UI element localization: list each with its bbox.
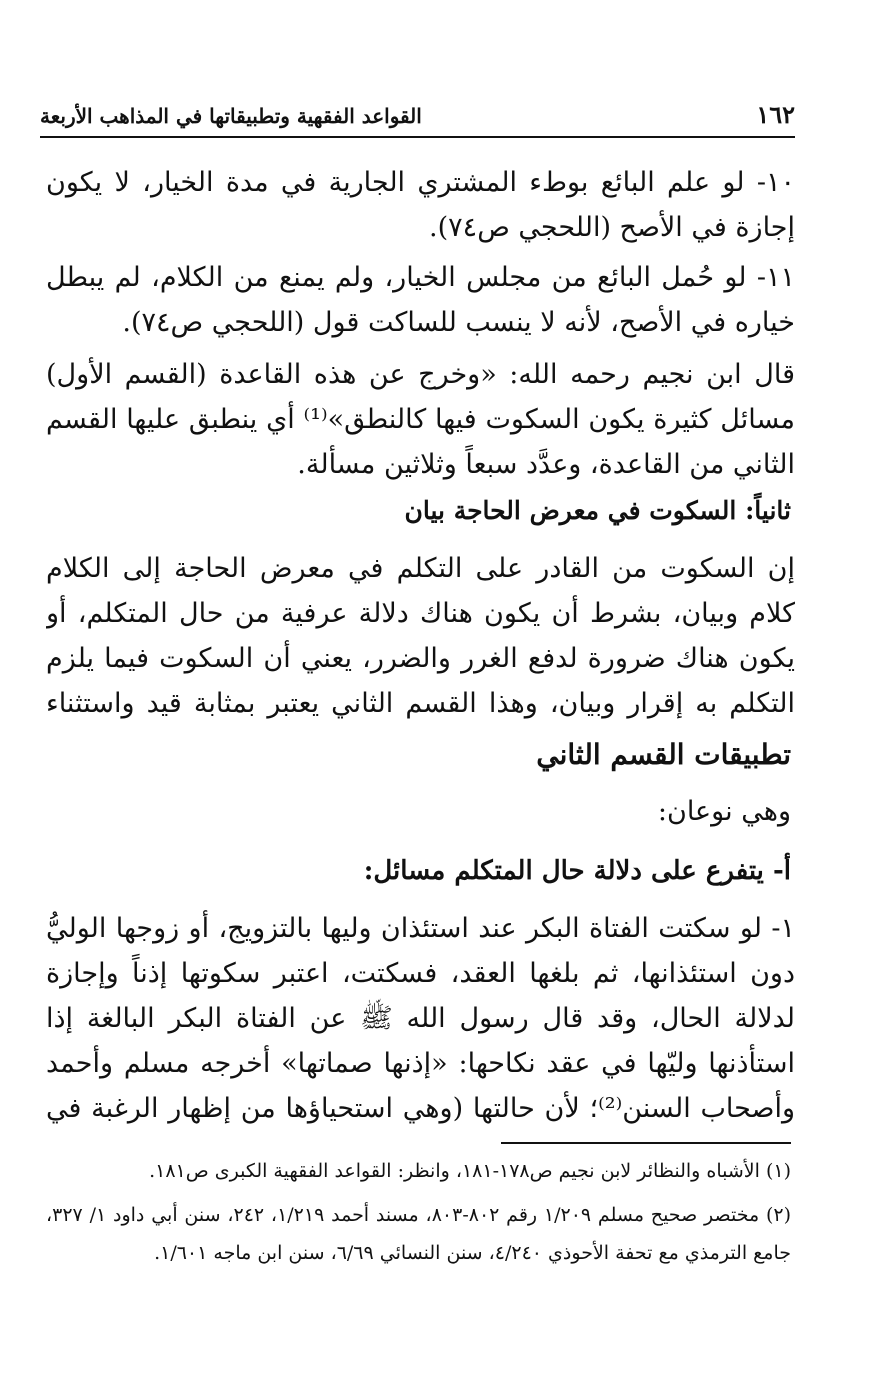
- footnote-2: (٢) مختصر صحيح مسلم ١/٢٠٩ رقم ٨٠٢-٨٠٣، مسند أحمد ١/٢١٩، ٢٤٢، سنن أبي داود ١/ ٣٢٧، جامع الترمذي مع تحفة الأحوذي ٤/٢٤٠، سنن النسائي ٦/٦٩، سنن ابن ماجه ١/٦٠١.: [46, 1204, 792, 1264]
- section-heading-second: ثانياً: السكوت في معرض الحاجة بيان: [404, 496, 791, 525]
- paragraph-item-1: ١- لو سكتت الفتاة البكر عند استئذان وليها بالتزويج، أو زوجها الوليُّ دون استئذانها، ثم بلغها العقد، فسكتت، اعتبر سكوتها إذناً وإجازة لدلالة الحال، وقد قال رسول الله ﷺ عن الفتاة البكر البالغة إذا استأذنها وليّها في عقد نكاحها: «إذنها صماتها» أخرجه مسلم وأحمد وأصحاب السنن⁽²⁾؛ لأن حالتها (وهي استحياؤها من إظهار الرغبة في: [46, 913, 795, 1124]
- paragraph-types: وهي نوعان:: [657, 796, 791, 827]
- page-number: ١٦٢: [756, 100, 795, 129]
- paragraph-section2-body: إن السكوت من القادر على التكلم في معرض الحاجة إلى الكلام كلام وبيان، بشرط أن يكون هناك دلالة عرفية من حال المتكلم، أو يكون هناك ضرورة لدفع الغرر والضرر، يعني أن السكوت فيما يلزم التكلم به إقرار وبيان، وهذا القسم الثاني يعتبر بمثابة قيد واستثناء: [46, 553, 795, 719]
- running-title: القواعد الفقهية وتطبيقاتها في المذاهب الأربعة: [40, 104, 422, 128]
- subheading-branch-a: أ- يتفرع على دلالة حال المتكلم مسائل:: [363, 856, 791, 886]
- section-heading-applications: تطبيقات القسم الثاني: [536, 738, 791, 771]
- footnote-separator: [501, 1142, 791, 1144]
- running-header: [40, 96, 795, 138]
- paragraph-ibn-nujaim-quote: قال ابن نجيم رحمه الله: «وخرج عن هذه القاعدة (القسم الأول) مسائل كثيرة يكون السكوت فيها كالنطق»⁽¹⁾ أي ينطبق عليها القسم الثاني من القاعدة، وعدَّد سبعاً وثلاثين مسألة.: [46, 359, 795, 480]
- footnote-1: (١) الأشباه والنظائر لابن نجيم ص١٧٨-١٨١، وانظر: القواعد الفقهية الكبرى ص١٨١.: [149, 1160, 791, 1182]
- paragraph-item-11: ١١- لو حُمل البائع من مجلس الخيار، ولم يمنع من الكلام، لم يبطل خياره في الأصح، لأنه لا ينسب للساكت قول (اللحجي ص٧٤).: [46, 262, 795, 338]
- paragraph-item-10: ١٠- لو علم البائع بوطء المشتري الجارية في مدة الخيار، لا يكون إجازة في الأصح (اللحجي ص٧٤).: [46, 167, 795, 243]
